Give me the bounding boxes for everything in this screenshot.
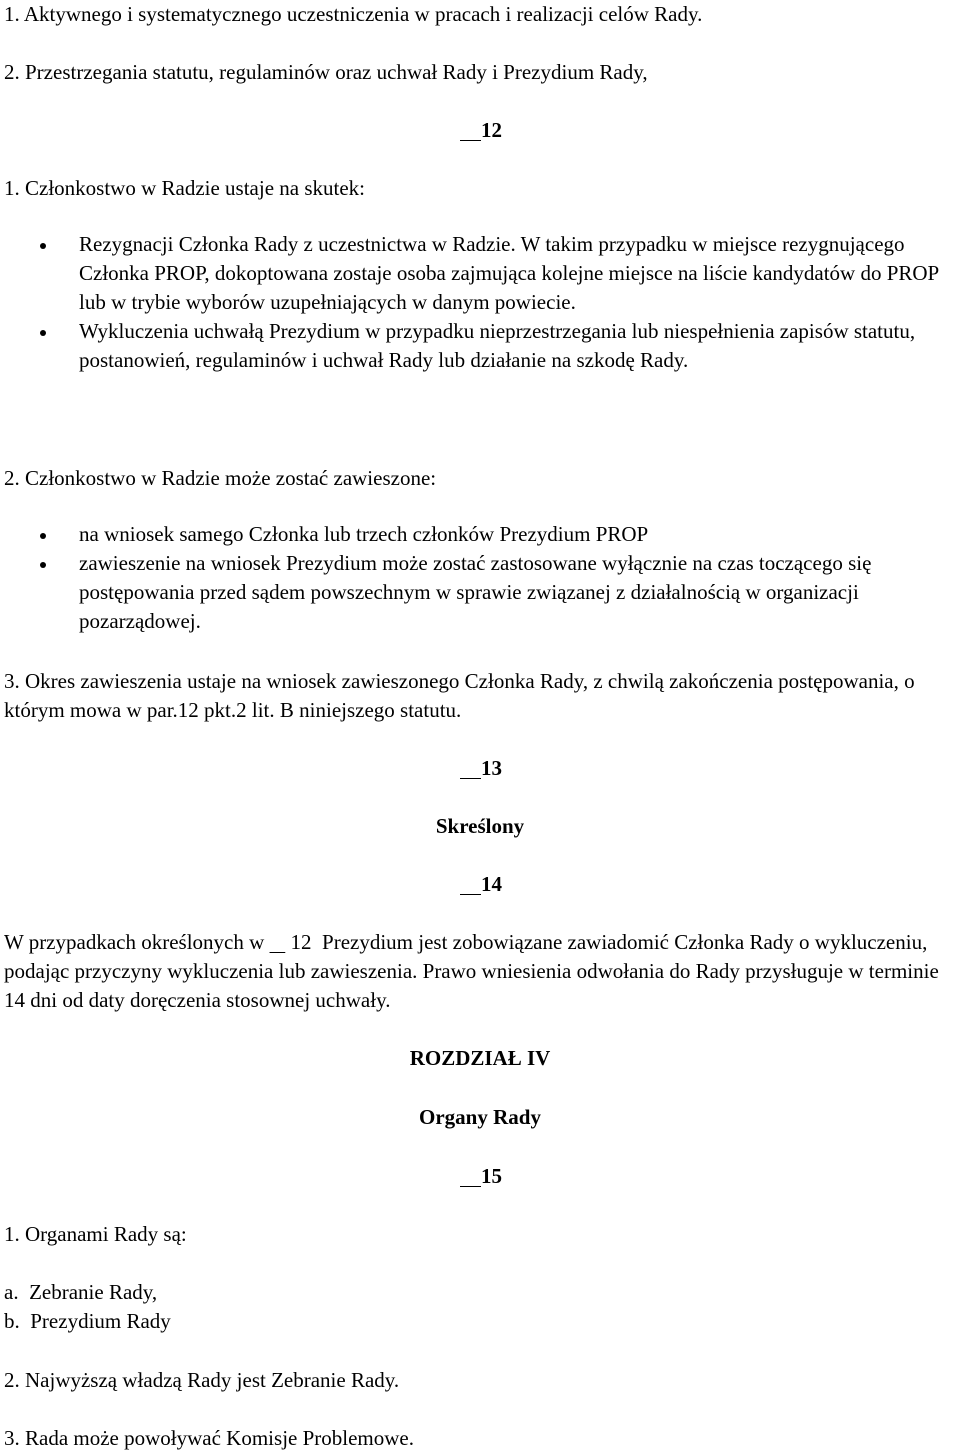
organs-heading: 1. Organami Rady są: [4,1222,187,1246]
list-item-text: Rezygnacji Członka Rady z uczestnictwa w Radzie. W takim przypadku w miejsce rezygnującego Członka PROP, dokoptowana zostaje osoba zajmująca kolejne miejsce na liście kandydatów do PROP lub w trybie wyborów uzupełniających w danym powiecie. [79,232,939,314]
paragraph-sign-icon [460,118,481,142]
list-item-text: zawieszenie na wniosek Prezydium może zostać zastosowane wyłącznie na czas toczącego się postępowania przed sądem powszechnym w sprawie związanej z działalnością w organizacji pozarządowej. [79,551,872,633]
section-12-number: 12 [481,118,502,142]
membership-end-heading: 1. Członkostwo w Radzie ustaje na skutek: [4,176,366,200]
point-3-text: 3. Okres zawieszenia ustaje na wniosek zawieszonego Członka Rady, z chwilą zakończenia postępowania, o którym mowa w par.12 pkt.2 lit. B niniejszego statutu. [4,669,915,722]
list-item-1: 1. Aktywnego i systematycznego uczestniczenia w pracach i realizacji celów Rady. [4,2,703,26]
bullet-icon [40,330,46,336]
list-item [40,520,940,549]
list-item [40,230,940,317]
commissions-text: 3. Rada może powoływać Komisje Problemowe. [4,1426,414,1450]
section-13-heading [460,754,502,783]
section-12-heading [460,116,502,145]
section-14-number: 14 [481,872,502,896]
paragraph-sign-icon [270,930,286,954]
paragraph-sign-icon [460,1164,481,1188]
section-14-ref: 12 [290,930,312,954]
list-item-text: Wykluczenia uchwałą Prezydium w przypadku nieprzestrzegania lub niespełnienia zapisów statutu, postanowień, regulaminów i uchwał Rady lub działanie na szkodę Rady. [79,319,916,372]
list-item-text: na wniosek samego Członka lub trzech członków Prezydium PROP [79,522,649,546]
membership-suspend-heading: 2. Członkostwo w Radzie może zostać zawieszone: [4,466,437,490]
bullet-icon [40,562,46,568]
membership-end-list [40,230,940,375]
section-13-title: Skreślony [435,814,525,838]
chapter-title: ROZDZIAŁ IV [409,1046,551,1070]
paragraph-sign-icon [460,872,481,896]
list-item [40,549,940,636]
paragraph-sign-icon [460,756,481,780]
bullet-icon [40,533,46,539]
section-15-heading [460,1162,502,1191]
section-14-text-a: W przypadkach określonych w [4,930,270,954]
organs-item-b: b. Prezydium Rady [4,1309,171,1333]
section-15-number: 15 [481,1164,502,1188]
list-item [40,317,940,375]
section-14-text-b: Prezydium jest zobowiązane zawiadomić Członka Rady o wykluczeniu, podając przyczyny wykluczenia lub zawieszenia. Prawo wniesienia odwołania do Rady przysługuje w terminie 14 dni od daty doręczenia stosownej uchwały. [4,930,945,1012]
chapter-subtitle: Organy Rady [419,1105,541,1129]
section-13-number: 13 [481,756,502,780]
list-item-2: 2. Przestrzegania statutu, regulaminów oraz uchwał Rady i Prezydium Rady, [4,60,648,84]
bullet-icon [40,243,46,249]
highest-authority-text: 2. Najwyższą władzą Rady jest Zebranie Rady. [4,1368,400,1392]
membership-suspend-list [40,520,940,636]
organs-item-a: a. Zebranie Rady, [4,1280,158,1304]
section-14-heading [460,870,502,899]
section-14-text [4,928,954,1015]
